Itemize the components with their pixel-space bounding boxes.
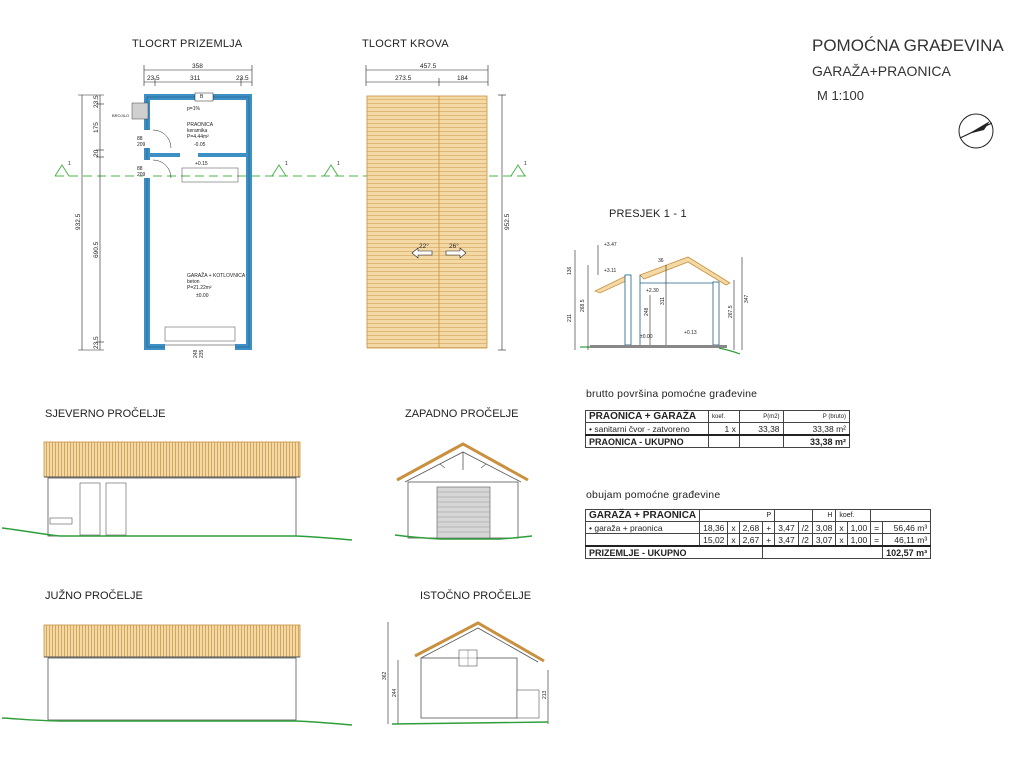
sheet-scale: M 1:100	[817, 88, 864, 103]
volume-row2-eq: =	[871, 534, 883, 547]
area-header-name: PRAONICA + GARAŽA	[586, 411, 709, 423]
section-mark-number: 1	[524, 161, 527, 167]
room2-area: P=21.22m²	[187, 285, 212, 291]
door-label: 88	[137, 166, 143, 172]
volume-row2-x: x	[728, 534, 739, 547]
dim-text: 213	[542, 690, 548, 699]
volume-total-label: PRIZEMLJE - UKUPNO	[586, 546, 763, 559]
volume-row2-p: 15,02	[700, 534, 728, 547]
volume-row1-p: 18,36	[700, 522, 728, 534]
volume-row1-div: /2	[798, 522, 812, 534]
slope-label: p=1%	[187, 106, 200, 112]
section-mark-number: 1	[68, 161, 71, 167]
dim-text: 362	[382, 671, 388, 680]
volume-row1-h: 3,08	[812, 522, 836, 534]
area-header-p: P(m2)	[739, 411, 783, 423]
volume-row1-x: x	[728, 522, 739, 534]
volume-row1-a: 2,68	[739, 522, 763, 534]
dim-text: 267.5	[728, 305, 734, 318]
volume-row2-x2: x	[836, 534, 847, 547]
dim-text: 244	[392, 688, 398, 697]
door-label: 209	[137, 142, 146, 148]
roof-plan	[366, 63, 511, 350]
dim-text: 136	[567, 266, 573, 275]
dim-text: 311	[660, 297, 666, 305]
dim-text: 23.5	[93, 95, 100, 108]
north-elevation	[2, 442, 352, 540]
section-mark-number: 1	[285, 161, 288, 167]
volume-row2-div: /2	[798, 534, 812, 547]
dim-text: 952.5	[504, 213, 511, 230]
dim-text: 690.5	[93, 241, 100, 258]
dim-text: 23.5	[236, 75, 249, 82]
area-total-value: 33,38 m²	[783, 435, 849, 448]
volume-header-p: P	[700, 510, 775, 522]
volume-row2-b: 3,47	[775, 534, 799, 547]
area-row-koef-value: 1	[724, 423, 730, 434]
area-total-label: PRAONICA - UKUPNO	[586, 435, 709, 448]
area-row-name: • sanitarni čvor - zatvoreno	[586, 423, 709, 436]
volume-row2-a: 2,67	[739, 534, 763, 547]
volume-row1-value: 56,46 m³	[883, 522, 931, 534]
south-elevation	[2, 625, 352, 725]
volume-row1-b: 3,47	[775, 522, 799, 534]
dim-text: 457.5	[420, 63, 437, 70]
section-label: PRESJEK 1 - 1	[609, 208, 687, 220]
dim-text: 248	[193, 349, 199, 358]
volume-table-heading: obujam pomoćne građevine	[586, 489, 721, 501]
dim-text: 235	[199, 349, 205, 358]
slope-right: 26°	[449, 243, 459, 250]
volume-row2-value: 46,11 m³	[883, 534, 931, 547]
dim-text: 248	[644, 307, 650, 316]
level-label: ±0.00	[640, 334, 653, 340]
dim-text: 175	[93, 122, 100, 133]
dim-text: 273.5	[395, 75, 412, 82]
north-arrow-icon	[959, 114, 993, 148]
north-elevation-label: SJEVERNO PROČELJE	[45, 408, 166, 420]
area-row-p: 33,38	[739, 423, 783, 436]
ground-plan	[75, 63, 252, 358]
dim-text: 211	[567, 314, 573, 322]
west-elevation	[395, 444, 532, 539]
volume-row2-koef: 1,00	[847, 534, 871, 547]
area-row-pbruto: 33,38 m²	[783, 423, 849, 436]
dim-text: 358	[192, 63, 203, 70]
room2-floor: beton	[187, 279, 200, 285]
level-mid: +0.15	[195, 161, 208, 167]
dim-text: 932.5	[75, 213, 82, 230]
sheet-title: POMOĆNA GRAĐEVINA	[812, 36, 1004, 55]
dim-text: 20	[93, 149, 100, 157]
dim-text: 36	[658, 258, 664, 264]
level-label: +3.47	[604, 242, 617, 248]
volume-row1-plus: +	[763, 522, 775, 534]
slope-left: 22°	[419, 243, 429, 250]
room2-level: ±0.00	[196, 293, 209, 299]
room1-floor: keramika	[187, 128, 208, 134]
volume-row1-koef: 1,00	[847, 522, 871, 534]
dim-text: 23.5	[93, 336, 100, 349]
volume-header-name: GARAŽA + PRAONICA	[586, 510, 700, 522]
door-label: 88	[137, 136, 143, 142]
dim-text: 23.5	[147, 75, 160, 82]
area-row-x: x	[731, 423, 736, 434]
east-elevation	[382, 622, 548, 724]
dim-text: 311	[190, 75, 201, 82]
volume-row1-eq: =	[871, 522, 883, 534]
area-header-koef: koef.	[709, 411, 740, 423]
room2-name: GARAŽA + KOTLOVNICA	[187, 273, 246, 279]
volume-row1-name: • garaža + praonica	[586, 522, 700, 534]
area-table-heading: brutto površina pomoćne građevine	[586, 388, 758, 400]
section-drawing	[567, 242, 750, 354]
dim-text: 347	[744, 294, 750, 303]
level-label: +3.11	[604, 268, 617, 274]
dim-text: 268.5	[580, 299, 586, 312]
window-label: B	[200, 94, 204, 100]
volume-row1-x2: x	[836, 522, 847, 534]
volume-row2-plus: +	[763, 534, 775, 547]
section-mark-number: 1	[337, 161, 340, 167]
volume-header-koef: koef.	[836, 510, 871, 522]
door-label: 209	[137, 172, 146, 178]
volume-total-value: 102,57 m³	[883, 546, 931, 559]
west-elevation-label: ZAPADNO PROČELJE	[405, 408, 519, 420]
dim-text: 184	[457, 75, 468, 82]
sheet-subtitle: GARAŽA+PRAONICA	[812, 63, 951, 79]
area-header-pbruto: P (bruto)	[783, 411, 849, 423]
east-elevation-label: ISTOČNO PROČELJE	[420, 590, 532, 602]
ground-plan-label: TLOCRT PRIZEMLJA	[132, 38, 243, 50]
room1-level: -0.05	[194, 142, 206, 148]
meter-label: BROJILO	[112, 113, 130, 118]
level-label: +0.13	[684, 330, 697, 336]
south-elevation-label: JUŽNO PROČELJE	[45, 590, 143, 602]
volume-header-h: H	[812, 510, 836, 522]
volume-row2-h: 3,07	[812, 534, 836, 547]
room1-area: P=4.44m²	[187, 134, 209, 140]
room1-name: PRAONICA	[187, 122, 214, 128]
roof-plan-label: TLOCRT KROVA	[362, 38, 449, 50]
level-label: +2.30	[646, 288, 659, 294]
